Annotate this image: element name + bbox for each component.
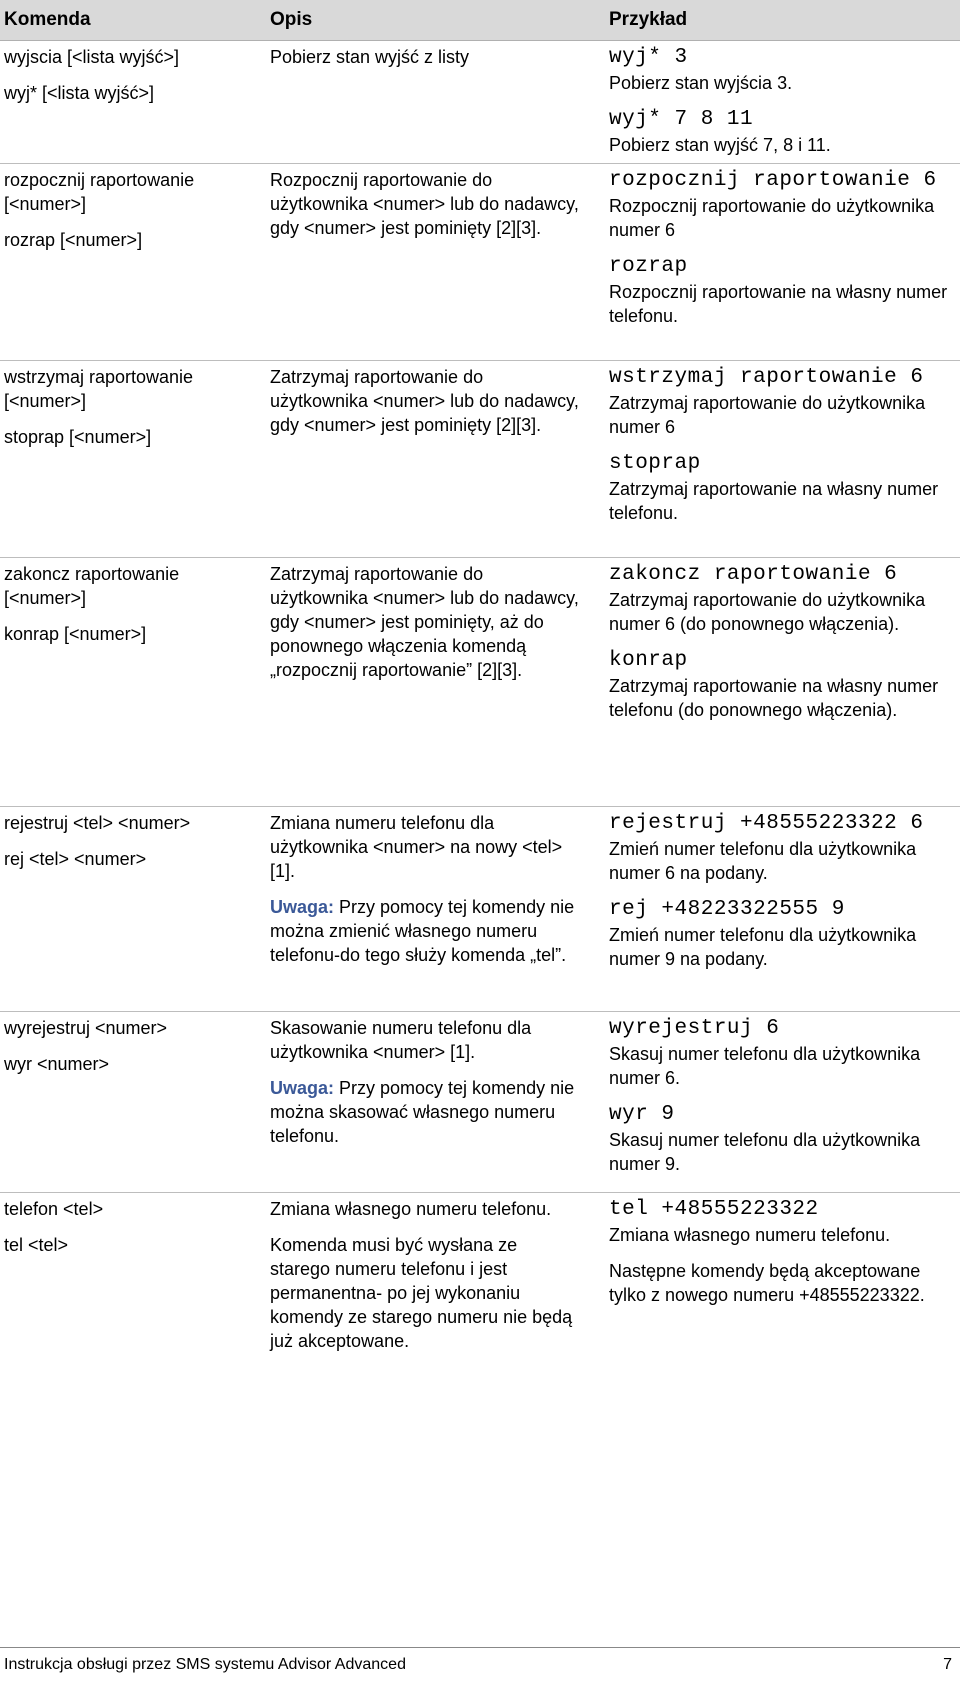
page-footer	[0, 1647, 960, 1683]
description-cell	[270, 562, 580, 694]
example-item	[609, 1016, 959, 1090]
command-cell	[4, 1016, 244, 1088]
example-cell	[609, 1016, 959, 1188]
description-text: Rozpocznij raportowanie do użytkownika <numer> lub do nadawcy, gdy <numer> jest pominięty [2][3].	[270, 170, 579, 238]
description-text: Zatrzymaj raportowanie do użytkownika <numer> lub do nadawcy, gdy <numer> jest pominięty [2][3].	[270, 367, 579, 435]
command-cell	[4, 365, 244, 461]
example-code: zakoncz raportowanie 6	[609, 563, 898, 586]
command-name: rozpocznij raportowanie [<numer>]	[4, 170, 195, 214]
description-cell	[270, 1016, 580, 1160]
table-row	[0, 1193, 960, 1463]
example-item	[609, 45, 959, 95]
description-text: Pobierz stan wyjść z listy	[270, 47, 470, 67]
example-item	[609, 365, 959, 439]
table-row	[0, 41, 960, 164]
example-cell	[609, 365, 959, 537]
command-alias: stoprap [<numer>]	[4, 427, 152, 447]
example-text: Pobierz stan wyjść 7, 8 i 11.	[609, 135, 831, 155]
description-cell	[270, 365, 580, 449]
example-text: Zatrzymaj raportowanie na własny numer telefonu (do ponownego włączenia).	[609, 676, 939, 720]
example-text: Zatrzymaj raportowanie do użytkownika numer 6 (do ponownego włączenia).	[609, 590, 926, 634]
example-text: Pobierz stan wyjścia 3.	[609, 73, 793, 93]
example-code: wyj* 7 8 11	[609, 108, 754, 131]
command-cell	[4, 562, 244, 658]
command-cell	[4, 811, 244, 883]
footer-title: Instrukcja obsługi przez SMS systemu Advisor Advanced	[4, 1656, 406, 1673]
example-code: rej +48223322555 9	[609, 898, 845, 921]
description-text: Zatrzymaj raportowanie do użytkownika <numer> lub do nadawcy, gdy <numer> jest pominięty, aż do ponownego włączenia komendą „rozpocznij raportowanie” [2][3].	[270, 564, 579, 680]
description-cell	[270, 811, 580, 979]
example-cell	[609, 45, 959, 169]
command-name: telefon <tel>	[4, 1199, 104, 1219]
page-number: 7	[943, 1656, 952, 1673]
note-label: Uwaga:	[270, 1078, 335, 1098]
command-name: wyrejestruj <numer>	[4, 1018, 168, 1038]
example-code: konrap	[609, 649, 688, 672]
table-row	[0, 807, 960, 1012]
table-row	[0, 361, 960, 558]
description-text: Zmiana numeru telefonu dla użytkownika <numer> na nowy <tel> [1].	[270, 813, 563, 881]
table-row	[0, 1012, 960, 1193]
description-text: Komenda musi być wysłana ze starego numeru telefonu i jest permanentna- po jej wykonaniu komendy ze starego numeru nie będą już akceptowane.	[270, 1235, 573, 1351]
example-text: Zmiana własnego numeru telefonu.	[609, 1225, 891, 1245]
header-komenda: Komenda	[4, 9, 91, 30]
table-row	[0, 164, 960, 361]
note-text: Przy pomocy tej komendy nie można skasować własnego numeru telefonu.	[270, 1078, 575, 1146]
command-name: wyjscia [<lista wyjść>]	[4, 47, 180, 67]
example-item	[609, 254, 959, 328]
note-paragraph	[270, 1076, 580, 1148]
example-code: tel +48555223322	[609, 1198, 819, 1221]
example-cell	[609, 168, 959, 340]
table-row	[0, 558, 960, 807]
header-przyklad: Przykład	[609, 9, 688, 30]
example-text: Rozpocznij raportowanie do użytkownika numer 6	[609, 196, 935, 240]
note-paragraph	[270, 895, 580, 967]
command-alias: rej <tel> <numer>	[4, 849, 147, 869]
example-text: Rozpocznij raportowanie na własny numer telefonu.	[609, 282, 948, 326]
example-item	[609, 811, 959, 885]
example-code: wyj* 3	[609, 46, 688, 69]
example-item	[609, 107, 959, 157]
command-name: wstrzymaj raportowanie [<numer>]	[4, 367, 194, 411]
example-item	[609, 1197, 959, 1247]
example-item	[609, 648, 959, 722]
description-cell	[270, 168, 580, 252]
example-item	[609, 451, 959, 525]
command-alias: konrap [<numer>]	[4, 624, 147, 644]
example-text: Zmień numer telefonu dla użytkownika numer 9 na podany.	[609, 925, 917, 969]
command-alias: wyr <numer>	[4, 1054, 110, 1074]
table-header	[0, 0, 960, 41]
command-cell	[4, 168, 244, 264]
example-cell	[609, 811, 959, 983]
example-item	[609, 1102, 959, 1176]
example-code: rozrap	[609, 255, 688, 278]
example-code: wyrejestruj 6	[609, 1017, 780, 1040]
header-opis: Opis	[270, 9, 313, 30]
example-item	[609, 1259, 959, 1307]
command-name: zakoncz raportowanie [<numer>]	[4, 564, 180, 608]
example-text: Zatrzymaj raportowanie na własny numer telefonu.	[609, 479, 939, 523]
example-code: wstrzymaj raportowanie 6	[609, 366, 924, 389]
example-cell	[609, 1197, 959, 1319]
command-cell	[4, 1197, 244, 1269]
example-text: Zmień numer telefonu dla użytkownika numer 6 na podany.	[609, 839, 917, 883]
example-text: Zatrzymaj raportowanie do użytkownika numer 6	[609, 393, 926, 437]
description-text: Zmiana własnego numeru telefonu.	[270, 1199, 552, 1219]
description-cell	[270, 1197, 580, 1365]
description-cell	[270, 45, 580, 81]
command-alias: tel <tel>	[4, 1235, 69, 1255]
command-name: rejestruj <tel> <numer>	[4, 813, 191, 833]
example-code: stoprap	[609, 452, 701, 475]
example-code: rozpocznij raportowanie 6	[609, 169, 937, 192]
command-alias: rozrap [<numer>]	[4, 230, 143, 250]
example-item	[609, 168, 959, 242]
example-code: wyr 9	[609, 1103, 675, 1126]
note-text: Przy pomocy tej komendy nie można zmienić własnego numeru telefonu-do tego służy komenda „tel”.	[270, 897, 575, 965]
example-text: Skasuj numer telefonu dla użytkownika numer 9.	[609, 1130, 921, 1174]
example-cell	[609, 562, 959, 734]
table-body	[0, 41, 960, 1463]
note-label: Uwaga:	[270, 897, 335, 917]
command-cell	[4, 45, 244, 117]
example-text: Następne komendy będą akceptowane tylko z nowego numeru +48555223322.	[609, 1261, 925, 1305]
command-alias: wyj* [<lista wyjść>]	[4, 83, 155, 103]
example-item	[609, 897, 959, 971]
description-text: Skasowanie numeru telefonu dla użytkownika <numer> [1].	[270, 1018, 532, 1062]
example-text: Skasuj numer telefonu dla użytkownika numer 6.	[609, 1044, 921, 1088]
example-item	[609, 562, 959, 636]
example-code: rejestruj +48555223322 6	[609, 812, 924, 835]
